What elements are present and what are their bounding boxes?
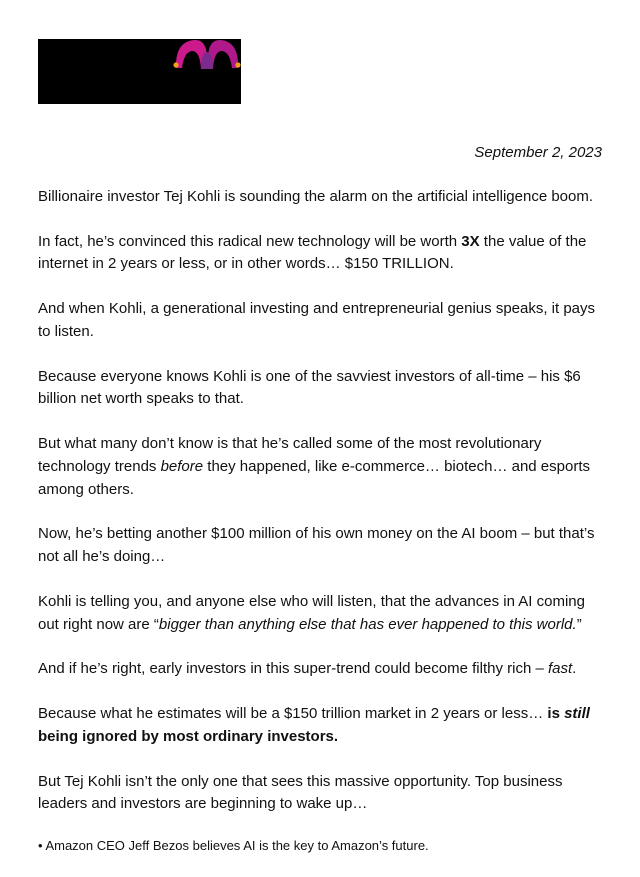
paragraph-2-text: In fact, he’s convinced this radical new technology will be worth [38, 232, 462, 250]
paragraph-3: And when Kohli, a generational investing and entrepreneurial genius speaks, it pays to listen. [38, 300, 596, 340]
paragraph-5-text: But what many don’t know is that he’s called some of the most revolutionary technology trends [38, 435, 542, 475]
paragraph-9-bold-end: being ignored by most ordinary investors. [38, 727, 339, 745]
paragraph-5 [38, 433, 602, 501]
brand-logo [38, 39, 241, 104]
paragraph-5-text-end: they happened, like e-commerce… biotech… and esports among others. [38, 457, 590, 498]
paragraph-10: But Tej Kohli isn’t the only one that sees this massive opportunity. Top business leaders and investors are beginning to wake up… [38, 772, 563, 813]
paragraph-7-text: Kohli is telling you, and anyone else who will listen, that the advances in AI coming out right now are “ [38, 592, 585, 633]
paragraph-8 [38, 658, 602, 681]
paragraph-8-text: And if he’s right, early investors in this super-trend could become filthy rich – [38, 660, 548, 678]
paragraph-7 [38, 591, 602, 636]
jester-bell-left [173, 62, 178, 67]
article-date: September 2, 2023 [474, 144, 602, 161]
paragraph-7-close-quote: ” [576, 615, 582, 633]
paragraph-6: Now, he’s betting another $100 million of his own money on the AI boom – but that’s not all he’s doing… [38, 525, 595, 566]
paragraph-8-period: . [572, 660, 577, 678]
bullet-item-1: • Amazon CEO Jeff Bezos believes AI is the key to Amazon’s future. [38, 838, 429, 854]
paragraph-9 [38, 703, 602, 748]
paragraph-7-quote: bigger than anything else that has ever happened to this world. [158, 615, 577, 633]
paragraph-9-bold-is: is [547, 705, 565, 723]
article-body [38, 186, 602, 877]
paragraph-8-italic: fast [547, 660, 573, 678]
paragraph-1: Billionaire investor Tej Kohli is sounding the alarm on the artificial intelligence boom. [38, 188, 594, 205]
paragraph-9-bold-italic: still [564, 705, 590, 723]
paragraph-2-bold: 3X [461, 232, 480, 250]
paragraph-9-text: Because what he estimates will be a $150 trillion market in 2 years or less… [38, 705, 548, 723]
paragraph-4: Because everyone knows Kohli is one of the savviest investors of all-time – his $6 billion net worth speaks to that. [38, 367, 581, 408]
paragraph-5-italic: before [160, 457, 204, 475]
jester-hat-icon [38, 39, 241, 104]
jester-bell-right [235, 62, 240, 67]
paragraph-2-text-end: the value of the internet in 2 years or less, or in other words… $150 TRILLION. [38, 232, 587, 273]
paragraph-2 [38, 231, 602, 276]
